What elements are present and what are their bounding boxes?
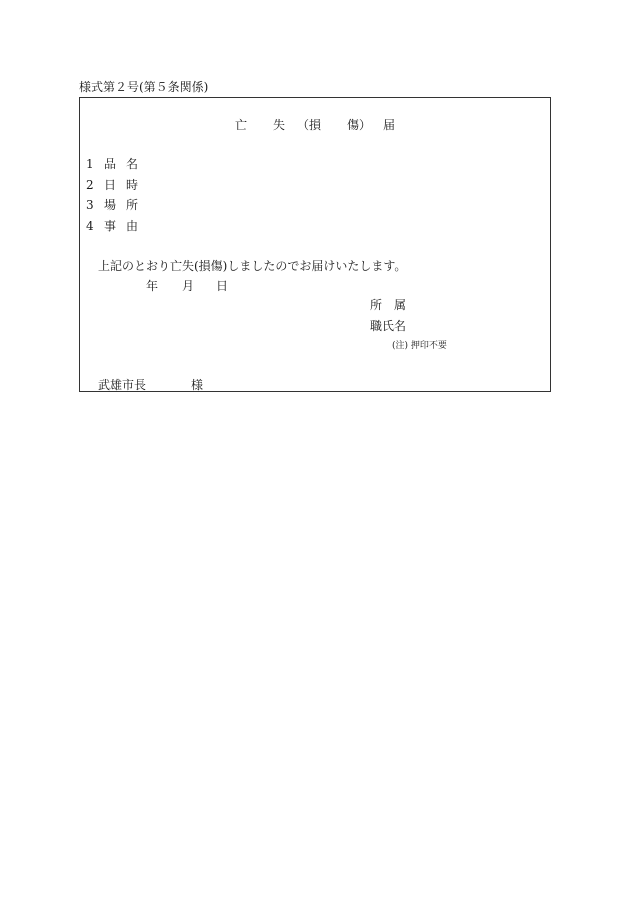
title-char-3: （損: [296, 118, 321, 132]
document-title: [80, 118, 550, 132]
item-number: 2: [86, 178, 94, 192]
item-row-3: [86, 198, 148, 212]
title-char-5: 届: [383, 118, 396, 132]
item-row-4: [86, 219, 148, 233]
name-label: 職氏名: [370, 319, 407, 333]
item-label: 事由: [104, 219, 149, 233]
item-number: 1: [86, 157, 94, 171]
form-box: [79, 97, 551, 392]
seal-note: (注) 押印不要: [392, 341, 447, 351]
title-char-4: 傷）: [347, 118, 372, 132]
statement-text: 上記のとおり亡失(損傷)しましたのでお届けいたします。: [98, 259, 407, 273]
item-label: 日時: [104, 178, 149, 192]
item-number: 4: [86, 219, 94, 233]
affiliation-label: 所 属: [370, 298, 407, 312]
date-month-label: 月: [182, 279, 195, 293]
date-year-label: 年: [146, 279, 159, 293]
addressee-label: 武雄市長: [98, 378, 147, 392]
item-label: 品名: [104, 157, 149, 171]
honorific-label: 様: [191, 378, 204, 392]
date-day-label: 日: [216, 279, 229, 293]
item-row-2: [86, 178, 148, 192]
form-number-label: 様式第２号(第５条関係): [79, 80, 209, 94]
item-number: 3: [86, 198, 94, 212]
item-label: 場所: [104, 198, 149, 212]
title-char-2: 失: [272, 118, 285, 132]
title-char-1: 亡: [234, 118, 247, 132]
item-row-1: [86, 157, 148, 171]
